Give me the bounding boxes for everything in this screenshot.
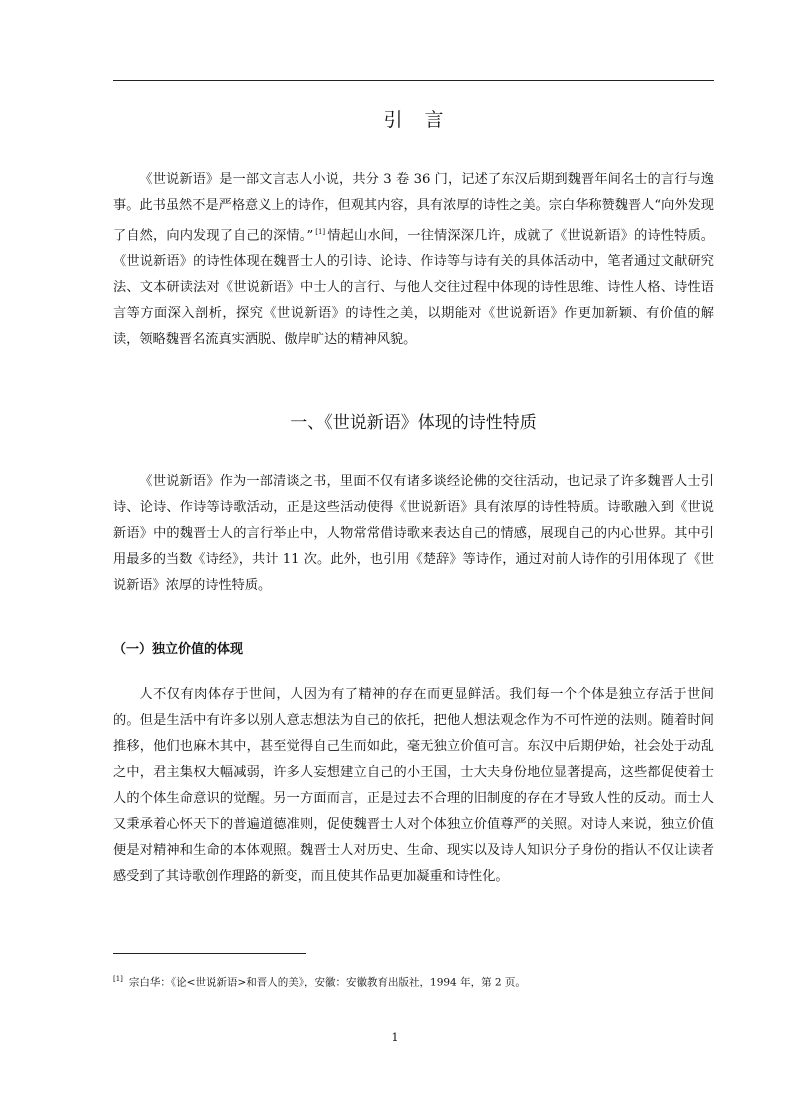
page-number: 1 — [391, 1031, 399, 1044]
footnote — [113, 970, 714, 992]
footnote-text: 宗白华：《论<世说新语>和晋人的美》，安徽：安徽教育出版社，1994 年，第 2 页。 — [128, 976, 526, 989]
intro-paragraph — [113, 167, 714, 353]
footnote-marker: [1] — [113, 975, 123, 983]
section-paragraph: 《世说新语》作为一部清谈之书，里面不仅有诸多谈经论佛的交往活动，也记录了许多魏晋人士引诗、论诗、作诗等诗歌活动，正是这些活动使得《世说新语》具有浓厚的诗性特质。诗歌融入到《世说新语》中的魏晋士人的言行举止中，人物常常借诗歌来表达自己的情感，展现自己的内心世界。其中引用最多的当数《诗经》，共计 11 次。此外，也引用《楚辞》等诗作，通过对前人诗作的引用体现了《世说新语》浓厚的诗性特质。 — [113, 474, 714, 593]
citation-marker[interactable]: [1] — [315, 228, 326, 236]
section-heading: 一、《世说新语》体现的诗性特质 — [290, 413, 537, 433]
header-rule — [113, 80, 714, 81]
subsection-paragraph: 人不仅有肉体存于世间，人因为有了精神的存在而更显鲜活。我们每一个个体是独立存活于世间的。但是生活中有许多以别人意志想法为自己的依托，把他人想法观念作为不可忤逆的法则。随着时间推移，他们也麻木其中，甚至觉得自己生而如此，毫无独立价值可言。东汉中后期伊始，社会处于动乱之中，君主集权大幅减弱，许多人妄想建立自己的小王国，士大夫身份地位显著提高，这些都促使着士人的个体生命意识的觉醒。另一方面而言，正是过去不合理的旧制度的存在才导致人性的反动。而士人又秉承着心怀天下的普遍道德准则，促使魏晋士人对个体独立价值尊严的关照。对诗人来说，独立价值便是对精神和生命的本体观照。魏晋士人对历史、生命、现实以及诗人知识分子身份的指认不仅让读者感受到了其诗歌创作理路的新变，而且使其作品更加凝重和诗性化。 — [113, 687, 714, 884]
intro-text-part1: 《世说新语》是一部文言志人小说，共分 3 卷 36 门，记述了东汉后期到魏晋年间名士的言行与逸事。此书虽然不是严格意义上的诗作，但观其内容，具有浓厚的诗性之美。宗白华称赞魏晋人“向外发现了自然，向内发现了自己的深情。” — [113, 172, 714, 244]
intro-text-part2: 情起山水间，一往情深深几许，成就了《世说新语》的诗性特质。《世说新语》的诗性体现在魏晋士人的引诗、论诗、作诗等与诗有关的具体活动中，笔者通过文献研究法、文本研读法对《世说新语》中士人的言行、与他人交往过程中体现的诗性思维、诗性人格、诗性语言等方面深入剖析，探究《世说新语》的诗性之美，以期能对《世说新语》作更加新颖、有价值的解读，领略魏晋名流真实洒脱、傲岸旷达的精神风貌。 — [113, 228, 714, 348]
page-title: 引言 — [383, 109, 466, 131]
footnote-rule — [113, 953, 306, 954]
subsection-heading: （一）独立价值的体现 — [113, 642, 244, 657]
